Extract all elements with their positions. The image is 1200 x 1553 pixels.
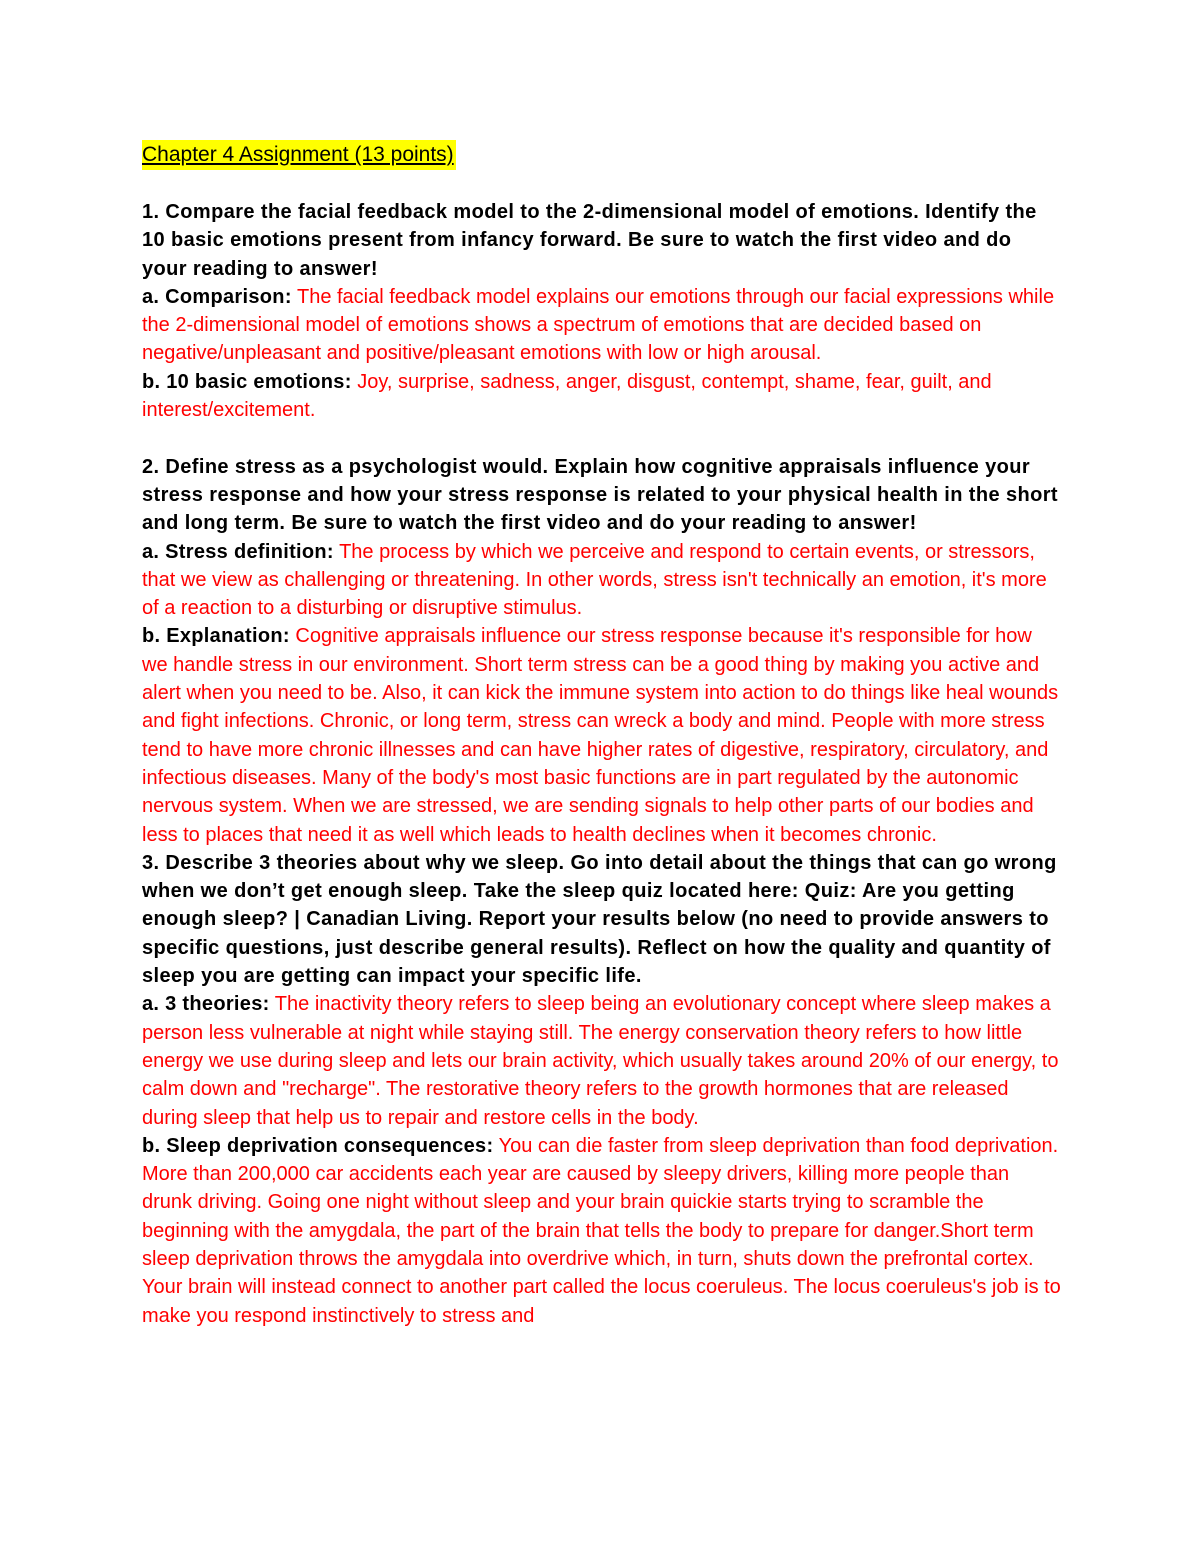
question-2-section — [142, 453, 1062, 849]
question-1-answer-b-text: Joy, surprise, sadness, anger, disgust, contempt, shame, fear, guilt, and interest/excitement. — [142, 370, 992, 422]
question-3-answer-a — [142, 990, 1062, 1131]
paragraph-spacer — [142, 424, 1062, 452]
question-3-answer-b-label: b. Sleep deprivation consequences: — [142, 1134, 494, 1157]
question-2-prompt: 2. Define stress as a psychologist would. Explain how cognitive appraisals influence your stress response and how your stress response is related to your physical health in the short and long term. Be sure to watch the first video and do your reading to answer! — [142, 455, 1058, 535]
question-1-answer-a-label: a. Comparison: — [142, 285, 292, 308]
question-1-answer-a-text: The facial feedback model explains our emotions through our facial expressions while the 2-dimensional model of emotions shows a spectrum of emotions that are decided based on negative/unpleasant and positive/pleasant emotions with low or high arousal. — [142, 285, 1055, 365]
document-page — [142, 140, 1062, 1330]
question-3-prompt: 3. Describe 3 theories about why we sleep. Go into detail about the things that can go wrong when we don’t get enough sleep. Take the sleep quiz located here: Quiz: Are you getting enough sleep? | Canadian Living. Report your results below (no need to provide answers to specific questions, just describe general results). Reflect on how the quality and quantity of sleep you are getting can impact your specific life. — [142, 851, 1057, 988]
question-1-prompt: 1. Compare the facial feedback model to the 2-dimensional model of emotions. Identify the 10 basic emotions present from infancy forward. Be sure to watch the first video and do your reading to answer! — [142, 201, 1037, 280]
question-3-answer-a-text: The inactivity theory refers to sleep being an evolutionary concept where sleep makes a person less vulnerable at night while staying still. The energy conservation theory refers to how little energy we use during sleep and lets our brain activity, which usually takes around 20% of our energy, to calm down and "recharge". The restorative theory refers to the growth hormones that are released during sleep that help us to repair and restore cells in the body. — [142, 993, 1059, 1129]
question-3-answer-a-label: a. 3 theories: — [142, 993, 270, 1016]
assignment-title: Chapter 4 Assignment (13 points) — [142, 140, 456, 170]
question-2-answer-a-text: The process by which we perceive and respond to certain events, or stressors, that we view as challenging or threatening. In other words, stress isn't technically an emotion, it's more of a reaction to a disturbing or disruptive stimulus. — [142, 540, 1047, 620]
question-1-answer-b — [142, 368, 1062, 425]
question-2-answer-b — [142, 622, 1062, 848]
question-1-answer-a — [142, 283, 1062, 368]
question-2-answer-b-label: b. Explanation: — [142, 625, 290, 648]
question-3-section — [142, 849, 1062, 1330]
question-3-answer-b-text: You can die faster from sleep deprivation than food deprivation. More than 200,000 car accidents each year are caused by sleepy drivers, killing more people than drunk driving. Going one night without sleep and your brain quickie starts trying to scramble the beginning with the amygdala, the part of the brain that tells the body to prepare for danger.Short term sleep deprivation throws the amygdala into overdrive which, in turn, shuts down the prefrontal cortex. Your brain will instead connect to another part called the locus coeruleus. The locus coeruleus's job is to make you respond instinctively to stress and — [142, 1134, 1061, 1327]
question-2-answer-a — [142, 538, 1062, 623]
question-2-answer-b-text: Cognitive appraisals influence our stress response because it's responsible for how we handle stress in our environment. Short term stress can be a good thing by making you active and alert when you need to be. Also, it can kick the immune system into action to do things like heal wounds and fight infections. Chronic, or long term, stress can wreck a body and mind. People with more stress tend to have more chronic illnesses and can have higher rates of digestive, respiratory, circulatory, and infectious diseases. Many of the body's most basic functions are in part regulated by the autonomic nervous system. When we are stressed, we are sending signals to help other parts of our bodies and less to places that need it as well which leads to health declines when it becomes chronic. — [142, 625, 1059, 846]
question-2-answer-a-label: a. Stress definition: — [142, 540, 334, 563]
question-3-answer-b — [142, 1132, 1062, 1330]
question-1-answer-b-label: b. 10 basic emotions: — [142, 370, 352, 393]
question-1-section — [142, 198, 1062, 424]
